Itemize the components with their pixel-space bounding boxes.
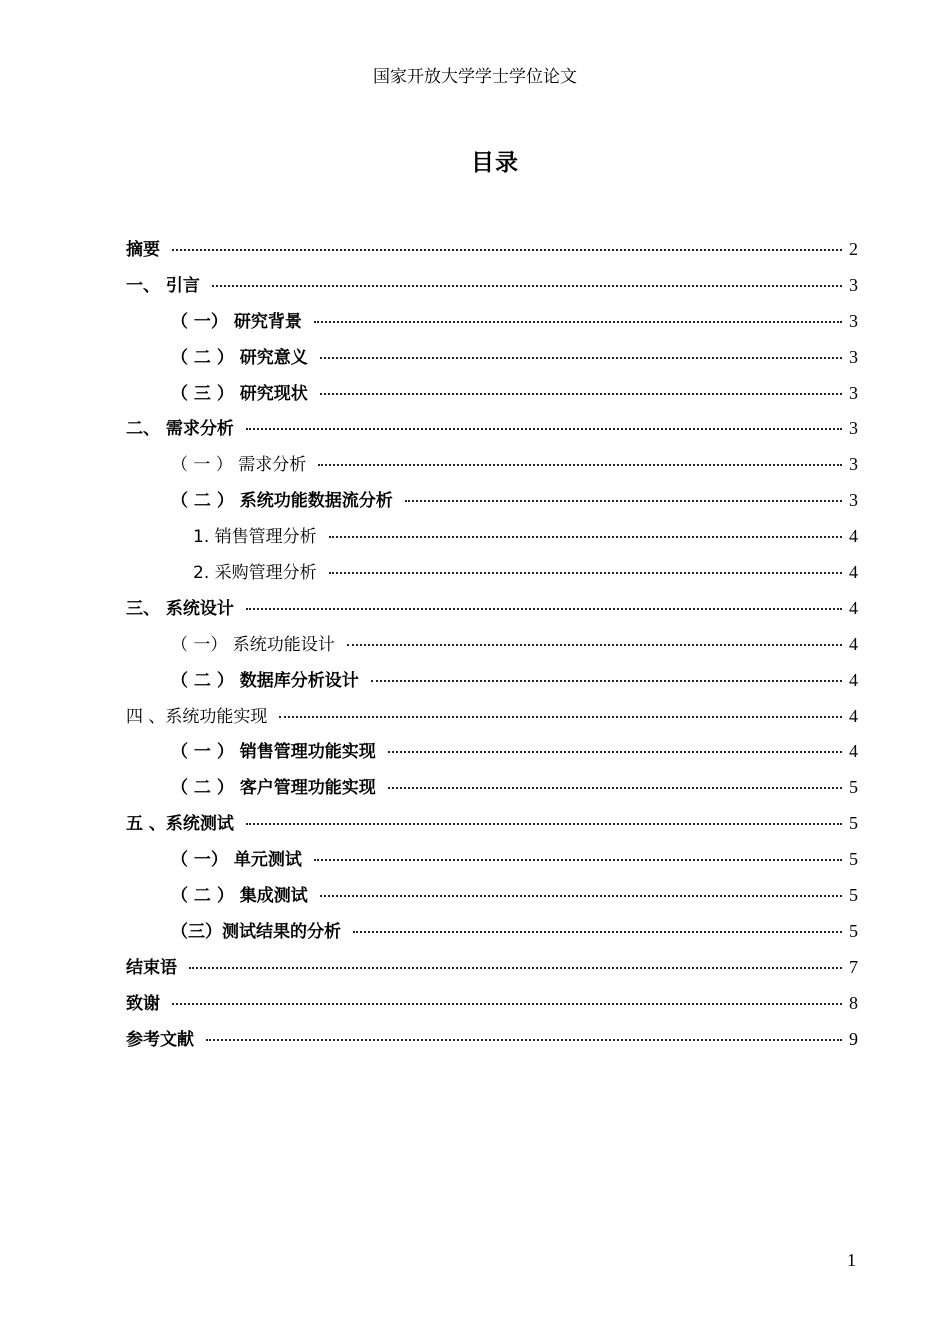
toc-entry-label: （ 二 ） 研究意义: [171, 347, 308, 368]
dot-leader: [314, 858, 842, 861]
toc-entry-label: 五 、系统测试: [126, 814, 234, 835]
toc-entry-page: 5: [849, 813, 858, 834]
dot-leader: [388, 786, 842, 789]
dot-leader: [212, 284, 842, 287]
toc-entry-label: （ 二 ） 集成测试: [171, 886, 308, 907]
toc-entry-page: 4: [849, 669, 858, 690]
dot-leader: [172, 248, 842, 251]
dot-leader: [189, 966, 842, 969]
toc-entry-page: 4: [849, 705, 858, 726]
toc-entry-page: 4: [849, 526, 858, 547]
toc-entry-page: 5: [849, 777, 858, 798]
dot-leader: [246, 607, 842, 610]
table-of-contents: [126, 232, 858, 1057]
dot-leader: [347, 643, 842, 646]
toc-entry-page: 3: [849, 346, 858, 367]
toc-entry[interactable]: [126, 986, 858, 1022]
toc-entry[interactable]: [126, 519, 858, 555]
dot-leader: [329, 571, 842, 574]
toc-entry[interactable]: [126, 806, 858, 842]
toc-entry-page: 4: [849, 741, 858, 762]
toc-entry-page: 3: [849, 454, 858, 475]
toc-entry[interactable]: [126, 340, 858, 376]
toc-entry-page: 5: [849, 885, 858, 906]
toc-entry[interactable]: [126, 483, 858, 519]
dot-leader: [371, 679, 842, 682]
toc-entry[interactable]: [126, 842, 858, 878]
toc-entry-page: 4: [849, 597, 858, 618]
dot-leader: [320, 894, 842, 897]
toc-entry-label: 2. 采购管理分析: [193, 563, 317, 584]
toc-entry[interactable]: [126, 950, 858, 986]
toc-entry-label: 三、 系统设计: [126, 598, 234, 619]
toc-entry-label: 四 、系统功能实现: [126, 706, 268, 727]
toc-entry-label: 1. 销售管理分析: [193, 527, 317, 548]
toc-entry[interactable]: [126, 591, 858, 627]
dot-leader: [246, 427, 842, 430]
toc-entry-page: 3: [849, 310, 858, 331]
toc-entry-page: 9: [849, 1028, 858, 1049]
toc-entry-label: （ 二 ） 客户管理功能实现: [171, 778, 376, 799]
dot-leader: [279, 715, 842, 718]
toc-entry[interactable]: [126, 878, 858, 914]
toc-entry-label: （三）测试结果的分析: [171, 921, 341, 942]
toc-entry-label: 一、 引言: [126, 275, 200, 296]
toc-entry[interactable]: [126, 304, 858, 340]
toc-entry[interactable]: [126, 770, 858, 806]
toc-entry-page: 4: [849, 633, 858, 654]
toc-entry[interactable]: [126, 447, 858, 483]
toc-entry-label: （ 一 ） 需求分析: [171, 455, 307, 476]
toc-entry-label: 二、 需求分析: [126, 419, 234, 440]
toc-entry-page: 8: [849, 992, 858, 1013]
toc-entry[interactable]: [126, 663, 858, 699]
dot-leader: [314, 320, 842, 323]
toc-entry-page: 3: [849, 382, 858, 403]
toc-entry-page: 3: [849, 274, 858, 295]
page-title: 目录: [471, 150, 519, 176]
toc-entry-label: （ 三 ） 研究现状: [171, 383, 308, 404]
toc-entry-page: 3: [849, 418, 858, 439]
toc-entry-label: 参考文献: [126, 1029, 194, 1050]
toc-entry[interactable]: [126, 411, 858, 447]
dot-leader: [388, 750, 842, 753]
toc-entry-label: 结束语: [126, 957, 177, 978]
toc-entry-page: 3: [849, 490, 858, 511]
dot-leader: [320, 356, 842, 359]
toc-entry[interactable]: [126, 268, 858, 304]
dot-leader: [172, 1002, 842, 1005]
toc-entry-page: 5: [849, 920, 858, 941]
page-number: 1: [847, 1250, 856, 1270]
toc-entry[interactable]: [126, 376, 858, 412]
toc-entry[interactable]: [126, 1022, 858, 1058]
toc-entry[interactable]: [126, 914, 858, 950]
dot-leader: [246, 822, 842, 825]
toc-entry[interactable]: [126, 232, 858, 268]
toc-entry-page: 4: [849, 562, 858, 583]
dot-leader: [405, 499, 842, 502]
toc-entry[interactable]: [126, 699, 858, 735]
toc-entry-page: 7: [849, 956, 858, 977]
toc-entry-label: （ 一） 系统功能设计: [171, 634, 335, 655]
toc-entry-label: （ 一） 研究背景: [171, 311, 302, 332]
toc-entry[interactable]: [126, 555, 858, 591]
toc-entry-label: （ 一） 单元测试: [171, 850, 302, 871]
dot-leader: [206, 1038, 842, 1041]
toc-entry-label: 致谢: [126, 993, 160, 1014]
toc-entry[interactable]: [126, 734, 858, 770]
dot-leader: [353, 930, 842, 933]
dot-leader: [329, 535, 842, 538]
toc-entry-label: （ 一 ） 销售管理功能实现: [171, 742, 376, 763]
running-header: 国家开放大学学士学位论文: [373, 67, 577, 87]
toc-entry-label: （ 二 ） 系统功能数据流分析: [171, 491, 393, 512]
toc-entry-label: （ 二 ） 数据库分析设计: [171, 670, 359, 691]
toc-entry-page: 5: [849, 849, 858, 870]
dot-leader: [318, 463, 842, 466]
toc-entry-label: 摘要: [126, 240, 160, 260]
dot-leader: [320, 392, 842, 395]
toc-entry-page: 2: [849, 239, 858, 259]
toc-entry[interactable]: [126, 627, 858, 663]
